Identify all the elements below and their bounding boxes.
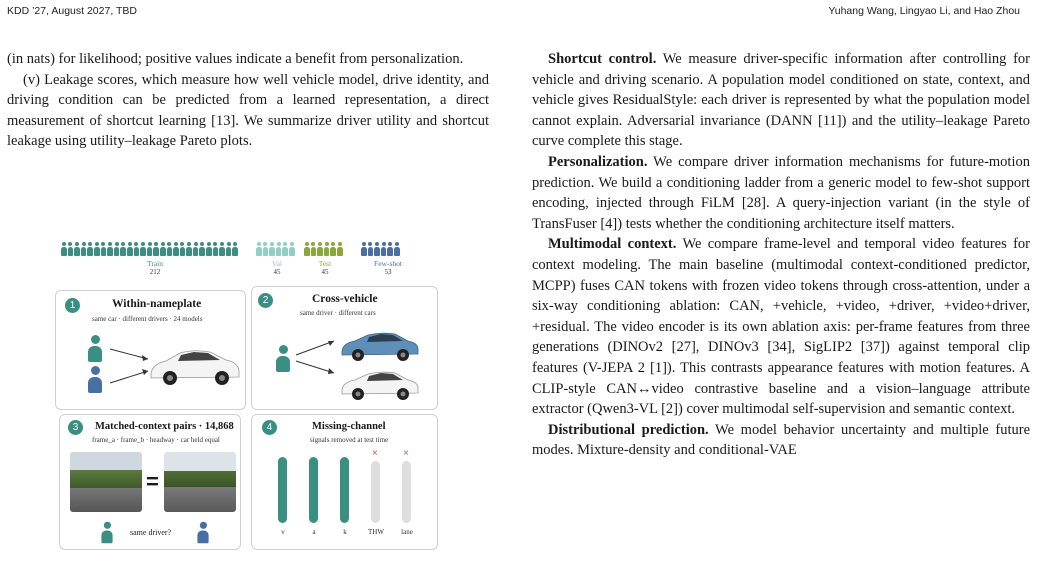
- person-icon: [167, 242, 173, 259]
- person-icon: [134, 242, 140, 259]
- person-icon: [289, 242, 295, 259]
- panel-matched-context: [59, 414, 241, 550]
- section-heading: Personalization.: [548, 153, 648, 170]
- channel-label: v: [281, 528, 285, 536]
- paragraph-multimodal-context: [532, 234, 1030, 419]
- person-icon: [317, 242, 323, 259]
- person-icon: [193, 242, 199, 259]
- person-icon: [199, 242, 205, 259]
- person-icon: [206, 242, 212, 259]
- split-label-train: Train 212: [147, 259, 163, 276]
- panel-number: 1: [65, 298, 80, 313]
- split-label-test: Test 45: [318, 259, 332, 276]
- channel-bar-v: [278, 457, 287, 523]
- panel-number: 3: [68, 420, 83, 435]
- person-icon: [213, 242, 219, 259]
- overview-figure: [55, 238, 439, 556]
- arrow-icon: [294, 335, 340, 379]
- paragraph-distributional-prediction: [532, 420, 1030, 461]
- panel-number: 2: [258, 293, 273, 308]
- panel-within-nameplate: [55, 290, 246, 410]
- person-icon: [87, 242, 93, 259]
- running-header-venue: KDD ’27, August 2027, TBD: [7, 5, 137, 17]
- person-icon: [276, 242, 282, 259]
- person-icon: [173, 242, 179, 259]
- section-heading: Shortcut control.: [548, 51, 657, 67]
- panel-number: 4: [262, 420, 277, 435]
- paragraph-shortcut-control: [532, 49, 1030, 152]
- person-icon: [61, 242, 67, 259]
- channel-bar-a: [309, 457, 318, 523]
- channel-bar-k: [340, 457, 349, 523]
- panel-missing-channel: [251, 414, 438, 550]
- blue-car-icon: [340, 330, 420, 362]
- person-icon: [120, 242, 126, 259]
- driver-icon: [88, 366, 102, 393]
- paragraph: (in nats) for likelihood; positive values indicate a benefit from personalization.: [7, 51, 464, 67]
- person-icon: [263, 242, 269, 259]
- panel-cross-vehicle: [251, 286, 438, 410]
- person-icon: [374, 242, 380, 259]
- driver-icon: [197, 522, 208, 544]
- person-icon: [94, 242, 100, 259]
- test-people-icons: [304, 242, 343, 259]
- person-icon: [226, 242, 232, 259]
- person-icon: [324, 242, 330, 259]
- removed-x-icon: ×: [372, 448, 378, 459]
- person-icon: [282, 242, 288, 259]
- channel-bar-thw: [371, 461, 380, 523]
- person-icon: [330, 242, 336, 259]
- person-icon: [68, 242, 74, 259]
- paragraph-leakage: (v) Leakage scores, which measure how well vehicle model, drive identity, and driving condition can be predicted from a learned representation, a direct measurement of shortcut learning [13]. We summarize driver utility and shortcut leakage using utility–leakage Pareto plots.: [7, 71, 489, 150]
- driver-icon: [88, 335, 102, 362]
- running-header-authors: Yuhang Wang, Lingyao Li, and Hao Zhou: [828, 5, 1020, 17]
- person-icon: [180, 242, 186, 259]
- panel-title: Within-nameplate: [112, 298, 202, 310]
- paragraph-body: We compare frame-level and temporal video features for context modeling. The main baseline (multimodal context-conditioned predictor, MCPP) fuses CAN tokens with frozen video tokens through cross-attention, under a six-way conditioning ablation: CAN, +vehicle, +video, +driver, +video+driver, +residual. The video encoder is its own ablation axis: per-frame features from three generations (DINOv2 [27], DINOv3 [34], SigLIP2 [37]) against temporal clip features (V-JEPA 2 [1]). This contrasts appearance features with motion features. A CLIP-style CAN↔video contrastive baseline and a vision–language attribute extractor (Qwen3-VL [2]) cover multimodal self-supervision and semantic context.: [532, 236, 1030, 418]
- person-icon: [304, 242, 310, 259]
- person-icon: [311, 242, 317, 259]
- person-icon: [368, 242, 374, 259]
- person-icon: [387, 242, 393, 259]
- person-icon: [107, 242, 113, 259]
- paragraph-body: We measure driver-specific information after controlling for vehicle and driving scenario. A population model conditioned on state, context, and vehicle gives ResidualStyle: each driver is represented by what the population model cannot explain. Adversarial invariance (DANN [11]) and the utility–leakage Pareto curve complete this stage.: [532, 51, 1030, 150]
- section-heading: Multimodal context.: [548, 236, 677, 253]
- person-icon: [256, 242, 262, 259]
- person-icon: [361, 242, 367, 259]
- road-frame-a: [70, 452, 142, 512]
- split-label-val: Val 45: [272, 259, 282, 276]
- person-icon: [101, 242, 107, 259]
- person-icon: [153, 242, 159, 259]
- person-icon: [81, 242, 87, 259]
- panel-title: Cross-vehicle: [312, 293, 378, 305]
- driver-icon: [101, 522, 112, 544]
- equals-sign: =: [146, 469, 159, 494]
- person-icon: [74, 242, 80, 259]
- right-column: [532, 49, 1030, 461]
- white-suv-icon: [148, 347, 242, 387]
- channel-label: a: [312, 528, 316, 536]
- person-icon: [127, 242, 133, 259]
- person-icon: [160, 242, 166, 259]
- channel-label: lane: [401, 528, 413, 536]
- panel-title: Missing-channel: [312, 421, 386, 432]
- train-people-icons: [61, 242, 238, 259]
- same-driver-question: same driver?: [130, 528, 172, 537]
- split-label-fewshot: Few-shot 53: [374, 259, 402, 276]
- channel-label: k: [343, 528, 347, 536]
- person-icon: [147, 242, 153, 259]
- person-icon: [219, 242, 225, 259]
- panel-subtitle: same car · different drivers · 24 models: [92, 315, 203, 323]
- person-icon: [232, 242, 238, 259]
- channel-label: THW: [368, 528, 384, 536]
- road-frame-b: [164, 452, 236, 512]
- left-column: [7, 49, 489, 152]
- channel-bar-lane: [402, 461, 411, 523]
- fewshot-people-icons: [361, 242, 400, 259]
- panel-subtitle: frame_a · frame_b · headway · car held equal: [92, 436, 220, 444]
- driver-icon: [276, 345, 290, 372]
- person-icon: [186, 242, 192, 259]
- person-icon: [140, 242, 146, 259]
- paragraph-body: We compare driver information mechanisms for future-motion prediction. We build a conditioning ladder from a generic model to few-shot support encoding, injected through FiLM [28]. A query-injection variant (in the style of TransFuser [4]) tests whether the conditioning architecture itself matters.: [532, 153, 1030, 232]
- white-car-icon: [340, 369, 420, 401]
- paragraph-personalization: [532, 152, 1030, 234]
- person-icon: [394, 242, 400, 259]
- person-icon: [381, 242, 387, 259]
- panel-subtitle: signals removed at test time: [310, 436, 389, 444]
- person-icon: [114, 242, 120, 259]
- paragraph-body: We model behavior uncertainty and multiple future modes. Mixture-density and conditional-VAE: [532, 421, 1031, 459]
- panel-title: Matched-context pairs · 14,868: [95, 421, 234, 432]
- val-people-icons: [256, 242, 295, 259]
- person-icon: [269, 242, 275, 259]
- panel-subtitle: same driver · different cars: [300, 309, 376, 317]
- removed-x-icon: ×: [403, 448, 409, 459]
- person-icon: [337, 242, 343, 259]
- section-heading: Distributional prediction.: [548, 421, 709, 438]
